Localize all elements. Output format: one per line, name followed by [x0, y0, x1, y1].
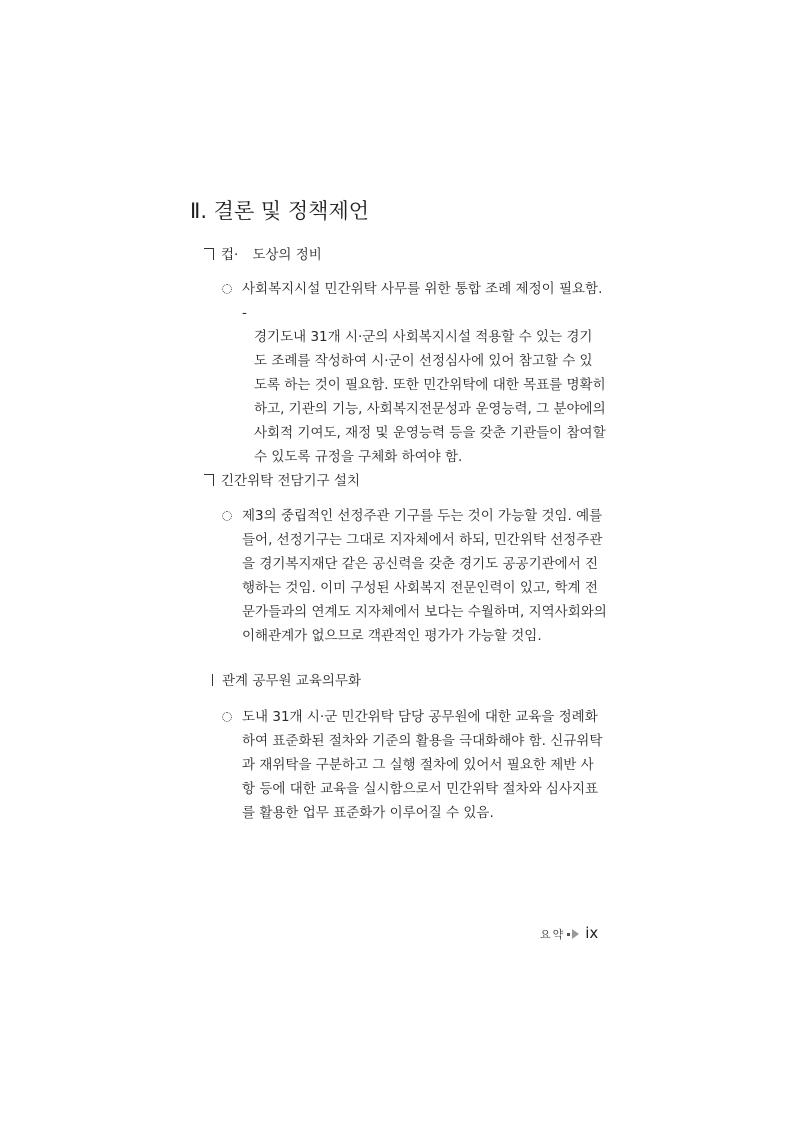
- section-heading-2: [204, 471, 360, 491]
- section-heading-3-label: 관계 공무원 교육의무화: [222, 673, 361, 689]
- section-3-content: [222, 705, 614, 825]
- section-heading-2-label: 긴간위탁 전담기구 설치: [221, 473, 360, 489]
- section-2-content: [222, 504, 614, 648]
- section-heading-1-label: 도상의 정비: [252, 247, 322, 263]
- section-2-bullet: 제3의 중립적인 선정주관 기구를 두는 것이 가능할 것임. 예를 들어, 선정기구는 그대로 지자체에서 하되, 민간위탁 선정주관 을 경기복지재단 같은 공신력을 갖춘 경기도 공공기관에서 진 행하는 것임. 이미 구성된 사회복지 전문인력이 있고, 학계 전 문가들과의 연계도 지자체에서 보다는 수월하며, 지역사회와의 이해관계가 없으므로 객관적인 평가가 가능할 것임.: [242, 508, 607, 644]
- circle-bullet-icon: [222, 511, 232, 521]
- chapter-title: Ⅱ. 결론 및 정책제언: [190, 199, 370, 223]
- corner-bracket-icon: [204, 248, 214, 260]
- corner-bracket-icon: [204, 474, 214, 486]
- circle-bullet-icon: [222, 284, 232, 294]
- section-1-sub-item: [242, 301, 614, 469]
- section-1-bullet: 사회복지시설 민간위탁 사무를 위한 통합 조례 제정이 필요함.: [242, 281, 603, 297]
- section-heading-1-prefix: 컵·: [221, 247, 239, 263]
- dash-mark: -: [242, 305, 247, 321]
- section-heading-1: [204, 245, 322, 265]
- section-3-bullet: 도내 31개 시·군 민간위탁 담당 공무원에 대한 교육을 정례화 하여 표준화된 절차와 기준의 활용을 극대화해야 함. 신규위탁 과 재위탁을 구분하고 그 실행 절차에 있어서 필요한 제반 사 항 등에 대한 교육을 실시함으로서 민간위탁 절차와 심사지표 를 활용한 업무 표준화가 이루어질 수 있음.: [242, 709, 603, 821]
- circle-bullet-icon: [222, 712, 232, 722]
- section-heading-3: [204, 671, 361, 691]
- arrow-right-icon: [572, 929, 579, 939]
- footer-dot-icon: [567, 933, 570, 936]
- vertical-bar-icon: [212, 674, 213, 686]
- page-footer: [540, 924, 610, 944]
- section-1-sub-item-text: 경기도내 31개 시·군의 사회복지시설 적용할 수 있는 경기 도 조례를 작성하여 시·군이 선정심사에 있어 참고할 수 있 도록 하는 것이 필요함. 또한 민간위탁에 대한 목표를 명확히 하고, 기관의 기능, 사회복지전문성과 운영능력, 그 분야에의 사회적 기여도, 재정 및 운영능력 등을 갖춘 기관들이 참여할 수 있도록 규정을 구체화 하여야 함.: [254, 329, 606, 465]
- section-1-content: [222, 277, 614, 469]
- page-number: ix: [585, 924, 599, 942]
- footer-label: 요약: [540, 928, 566, 941]
